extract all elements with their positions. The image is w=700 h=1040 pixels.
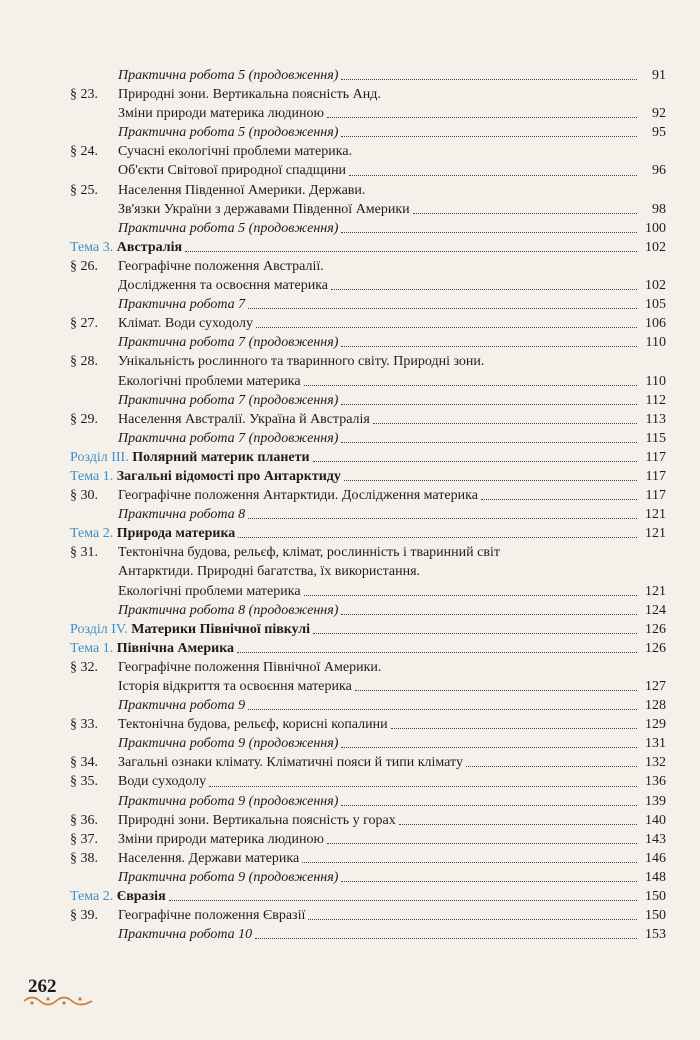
entry-page: 129: [645, 717, 666, 733]
entry-page: 115: [645, 430, 666, 446]
dot-leader: [248, 517, 637, 519]
dot-leader: [373, 422, 637, 424]
entry-page: 100: [645, 220, 666, 236]
practical-work-title: Практична робота 9: [118, 698, 246, 714]
toc-entry: [70, 658, 666, 677]
dot-leader: [327, 842, 637, 844]
dot-leader: [341, 804, 637, 806]
entry-title: Екологічні проблеми материка: [118, 373, 301, 389]
entry-title: Антарктиди. Природні багатства, їх використання.: [118, 564, 421, 580]
dot-leader: [413, 212, 637, 214]
entry-page: 112: [645, 392, 666, 408]
entry-page: 117: [645, 488, 666, 504]
entry-title: Загальні ознаки клімату. Кліматичні пояси й типи клімату: [118, 755, 463, 771]
toc-entry: [70, 906, 666, 925]
dot-leader: [349, 174, 637, 176]
entry-page: 95: [652, 125, 666, 141]
toc-entry: [70, 352, 666, 371]
toc-entry: [70, 582, 666, 601]
entry-page: 121: [645, 526, 666, 542]
toc-entry: [70, 276, 666, 295]
entry-page: 136: [645, 774, 666, 790]
toc-entry: [70, 677, 666, 696]
entry-title: Населення. Держави материка: [118, 850, 300, 866]
toc-entry: [70, 925, 666, 944]
toc-entry: [70, 257, 666, 276]
toc-entry: [70, 372, 666, 391]
toc-entry: [70, 734, 666, 753]
practical-work-title: Практична робота 7 (продовження): [118, 335, 339, 351]
entry-page: 139: [645, 793, 666, 809]
table-of-contents: [70, 66, 666, 944]
toc-entry: [70, 620, 666, 639]
entry-page: 113: [645, 411, 666, 427]
toc-entry: [70, 467, 666, 486]
entry-page: 127: [645, 679, 666, 694]
section-title: Австралія: [116, 239, 183, 255]
entry-title: Екологічні проблеми материка: [118, 583, 301, 599]
entry-page: 150: [645, 908, 666, 924]
toc-entry: [70, 868, 666, 887]
toc-entry: [70, 601, 666, 620]
entry-page: 91: [652, 68, 666, 83]
dot-leader: [304, 384, 637, 386]
entry-title: Природні зони. Вертикальна поясність у горах: [118, 812, 396, 828]
dot-leader: [238, 536, 637, 538]
page-number: 262: [28, 976, 57, 997]
dot-leader: [304, 594, 637, 596]
practical-work-title: Практична робота 5 (продовження): [118, 68, 339, 83]
dot-leader: [327, 116, 637, 118]
entry-page: 148: [645, 869, 666, 885]
toc-entry: [70, 772, 666, 791]
toc-entry: [70, 448, 666, 467]
paragraph-number: § 30.: [70, 488, 98, 504]
entry-page: 102: [645, 239, 666, 255]
entry-page: 92: [652, 106, 666, 122]
section-label: Тема 2.: [70, 889, 114, 905]
toc-entry: [70, 219, 666, 238]
toc-entry: [70, 238, 666, 257]
dot-leader: [391, 727, 637, 729]
dot-leader: [308, 918, 637, 920]
entry-page: 126: [645, 621, 666, 637]
dot-leader: [313, 632, 637, 634]
dot-leader: [248, 307, 637, 309]
paragraph-number: § 38.: [70, 850, 98, 866]
dot-leader: [341, 613, 637, 615]
entry-page: 98: [652, 201, 666, 217]
entry-title: Клімат. Води суходолу: [118, 316, 253, 332]
toc-entry: [70, 811, 666, 830]
entry-title: Зміни природи материка людиною: [118, 831, 324, 847]
paragraph-number: § 35.: [70, 774, 98, 790]
dot-leader: [331, 288, 637, 290]
toc-entry: [70, 295, 666, 314]
entry-page: 121: [645, 507, 666, 523]
toc-entry: [70, 333, 666, 352]
entry-title: Географічне положення Антарктиди. Дослідження материка: [118, 488, 478, 504]
toc-entry: [70, 181, 666, 200]
dot-leader: [341, 135, 637, 137]
practical-work-title: Практична робота 5 (продовження): [118, 125, 339, 141]
entry-page: 117: [645, 468, 666, 484]
entry-page: 150: [645, 889, 666, 905]
paragraph-number: § 36.: [70, 812, 98, 828]
toc-entry: [70, 429, 666, 448]
paragraph-number: § 33.: [70, 717, 98, 733]
practical-work-title: Практична робота 9 (продовження): [118, 869, 339, 885]
entry-page: 143: [645, 831, 666, 847]
entry-page: 105: [645, 297, 666, 313]
practical-work-title: Практична робота 7 (продовження): [118, 392, 339, 408]
entry-page: 96: [652, 163, 666, 179]
entry-page: 117: [645, 449, 666, 465]
entry-page: 102: [645, 278, 666, 294]
entry-page: 121: [645, 583, 666, 599]
section-label: Тема 1.: [70, 640, 114, 656]
entry-page: 132: [645, 755, 666, 771]
dot-leader: [256, 326, 637, 328]
entry-title: Води суходолу: [118, 774, 207, 790]
dot-leader: [341, 880, 637, 882]
paragraph-number: § 26.: [70, 258, 98, 274]
toc-entry: [70, 85, 666, 104]
dot-leader: [341, 345, 637, 347]
dot-leader: [302, 861, 637, 863]
practical-work-title: Практична робота 10: [118, 927, 253, 943]
toc-entry: [70, 639, 666, 658]
entry-title: Населення Південної Америки. Держави.: [118, 182, 366, 198]
entry-page: 146: [645, 850, 666, 866]
dot-leader: [237, 651, 637, 653]
entry-title: Географічне положення Євразії: [118, 908, 306, 924]
toc-entry: [70, 66, 666, 85]
dot-leader: [313, 460, 637, 462]
dot-leader: [248, 708, 637, 710]
section-label: Розділ IV.: [70, 621, 128, 637]
entry-title: Тектонічна будова, рельєф, корисні копалини: [118, 717, 388, 733]
entry-page: 126: [645, 640, 666, 656]
dot-leader: [169, 899, 637, 901]
toc-entry: [70, 161, 666, 180]
toc-entry: [70, 486, 666, 505]
toc-entry: [70, 887, 666, 906]
toc-entry: [70, 314, 666, 333]
section-label: Тема 3.: [70, 239, 114, 255]
paragraph-number: § 27.: [70, 316, 98, 332]
toc-entry: [70, 104, 666, 123]
section-title: Євразія: [116, 889, 166, 905]
entry-title: Зв'язки України з державами Південної Америки: [118, 201, 410, 217]
toc-entry: [70, 200, 666, 219]
paragraph-number: § 29.: [70, 411, 98, 427]
dot-leader: [185, 250, 637, 252]
paragraph-number: § 25.: [70, 182, 98, 198]
practical-work-title: Практична робота 8 (продовження): [118, 602, 339, 618]
section-title: Природа материка: [116, 526, 236, 542]
section-title: Загальні відомості про Антарктиду: [116, 468, 341, 484]
entry-page: 110: [645, 335, 666, 351]
paragraph-number: § 37.: [70, 831, 98, 847]
dot-leader: [466, 765, 637, 767]
paragraph-number: § 31.: [70, 545, 98, 561]
practical-work-title: Практична робота 7: [118, 297, 246, 313]
toc-entry: [70, 830, 666, 849]
section-title: Материки Північної півкулі: [131, 621, 311, 637]
entry-title: Історія відкриття та освоєння материка: [118, 679, 352, 694]
entry-page: 131: [645, 736, 666, 752]
toc-entry: [70, 562, 666, 581]
dot-leader: [341, 231, 637, 233]
entry-title: Зміни природи материка людиною: [118, 106, 324, 122]
entry-page: 153: [645, 927, 666, 943]
toc-entry: [70, 391, 666, 410]
entry-title: Природні зони. Вертикальна поясність Анд.: [118, 87, 381, 103]
toc-entry: [70, 142, 666, 161]
section-title: Полярний материк планети: [132, 449, 310, 465]
practical-work-title: Практична робота 5 (продовження): [118, 220, 339, 236]
entry-title: Географічне положення Австралії.: [118, 258, 324, 274]
dot-leader: [209, 785, 637, 787]
paragraph-number: § 23.: [70, 87, 98, 103]
entry-title: Тектонічна будова, рельєф, клімат, рослинність і тваринний світ: [118, 545, 500, 561]
entry-title: Унікальність рослинного та тваринного світу. Природні зони.: [118, 354, 485, 370]
practical-work-title: Практична робота 7 (продовження): [118, 430, 339, 446]
section-label: Тема 1.: [70, 468, 114, 484]
toc-entry: [70, 849, 666, 868]
entry-title: Географічне положення Північної Америки.: [118, 659, 382, 675]
practical-work-title: Практична робота 9 (продовження): [118, 793, 339, 809]
toc-entry: [70, 524, 666, 543]
dot-leader: [341, 746, 637, 748]
paragraph-number: § 34.: [70, 755, 98, 771]
paragraph-number: § 28.: [70, 354, 98, 370]
toc-entry: [70, 753, 666, 772]
dot-leader: [481, 498, 637, 500]
entry-page: 110: [645, 373, 666, 389]
dot-leader: [341, 441, 637, 443]
toc-entry: [70, 792, 666, 811]
section-title: Північна Америка: [116, 640, 235, 656]
practical-work-title: Практична робота 8: [118, 507, 246, 523]
dot-leader: [399, 823, 637, 825]
practical-work-title: Практична робота 9 (продовження): [118, 736, 339, 752]
paragraph-number: § 32.: [70, 659, 98, 675]
entry-page: 124: [645, 602, 666, 618]
entry-page: 140: [645, 812, 666, 828]
decorative-ornament-icon: [22, 994, 94, 1008]
entry-title: Населення Австралії. Україна й Австралія: [118, 411, 370, 427]
paragraph-number: § 24.: [70, 144, 98, 160]
toc-entry: [70, 696, 666, 715]
paragraph-number: § 39.: [70, 908, 98, 924]
toc-entry: [70, 123, 666, 142]
entry-title: Об'єкти Світової природної спадщини: [118, 163, 347, 179]
dot-leader: [341, 78, 637, 80]
section-label: Розділ III.: [70, 449, 129, 465]
dot-leader: [344, 479, 637, 481]
toc-entry: [70, 505, 666, 524]
dot-leader: [355, 689, 637, 691]
entry-page: 106: [645, 316, 666, 332]
entry-title: Сучасні екологічні проблеми материка.: [118, 144, 353, 160]
toc-entry: [70, 410, 666, 429]
entry-page: 128: [645, 698, 666, 714]
dot-leader: [255, 937, 637, 939]
section-label: Тема 2.: [70, 526, 114, 542]
entry-title: Дослідження та освоєння материка: [118, 278, 328, 294]
toc-entry: [70, 543, 666, 562]
toc-entry: [70, 715, 666, 734]
dot-leader: [341, 403, 637, 405]
